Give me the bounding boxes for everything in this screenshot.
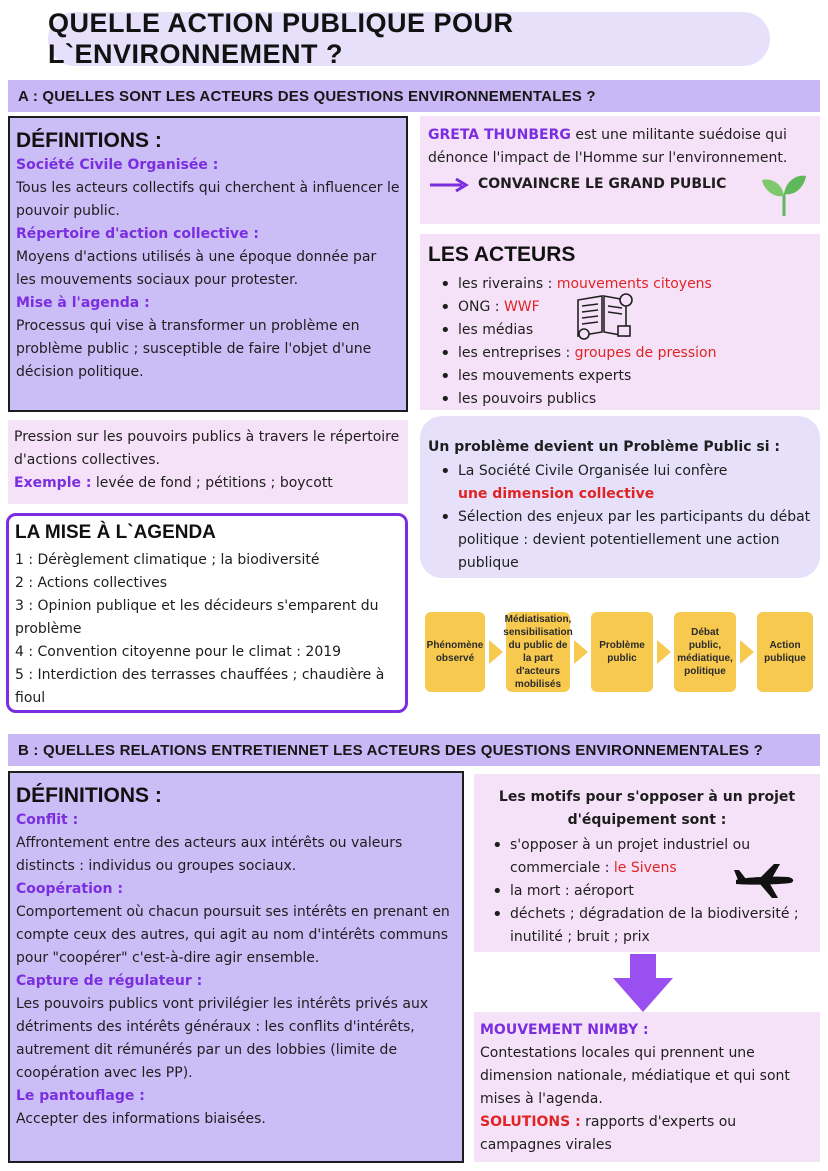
- acteurs-box: [420, 234, 820, 410]
- definition-text: Tous les acteurs collectifs qui cherchent à influencer le pouvoir public.: [16, 180, 400, 219]
- pression-box: [8, 420, 408, 504]
- arrow-right-icon: [428, 177, 472, 193]
- nimby-title: MOUVEMENT NIMBY :: [480, 1022, 649, 1038]
- flow-arrow-icon: [657, 640, 671, 664]
- list-item: • déchets ; dégradation de la biodiversité ; inutilité ; bruit ; prix: [480, 903, 814, 949]
- section-b-header: [8, 734, 820, 766]
- definitions-box-b: [8, 771, 464, 1163]
- flow-step-2: Médiatisation, sensibilisation du public de la part d'acteurs mobilisés: [503, 614, 573, 690]
- title-banner: [48, 8, 770, 69]
- greta-action: CONVAINCRE LE GRAND PUBLIC: [478, 176, 727, 192]
- list-item: • les médias: [428, 319, 812, 342]
- definition-term: Répertoire d'action collective :: [16, 226, 259, 242]
- nimby-box: [474, 1012, 820, 1162]
- list-item: • les pouvoirs publics: [428, 388, 812, 411]
- flow-step-3: Problème public: [591, 612, 653, 692]
- nimby-text: Contestations locales qui prennent une dimension nationale, médiatique et qui sont mises à l'agenda.: [480, 1045, 790, 1107]
- definition-term: Société Civile Organisée :: [16, 157, 219, 173]
- flow-step-5: Action publique: [757, 612, 813, 692]
- sprout-icon: [760, 170, 808, 218]
- definition-term: Conflit :: [16, 812, 79, 828]
- greta-text: est une militante suédoise qui dénonce l'impact de l'Homme sur l'environnement.: [428, 127, 788, 166]
- section-a-title: A : QUELLES SONT LES ACTEURS DES QUESTIONS ENVIRONNEMENTALES ?: [18, 87, 596, 105]
- greta-action-row: [428, 173, 812, 196]
- list-item: • La Société Civile Organisée lui confère une dimension collective: [428, 460, 812, 506]
- airplane-icon: [734, 864, 796, 898]
- flow-arrow-icon: [740, 640, 754, 664]
- flow-arrow-icon: [489, 640, 503, 664]
- list-item: • ONG : WWF: [428, 296, 812, 319]
- definition-text: Processus qui vise à transformer un problème en problème public ; susceptible de faire l'objet d'une décision politique.: [16, 318, 372, 380]
- greta-box: [420, 116, 820, 224]
- list-item: • la mort : aéroport: [480, 880, 814, 903]
- agenda-title: LA MISE À L`AGENDA: [15, 522, 216, 543]
- motifs-title: Les motifs pour s'opposer à un projet d'équipement sont :: [498, 789, 796, 828]
- pression-example: Exemple : levée de fond ; pétitions ; boycott: [14, 475, 333, 491]
- probleme-public-title: Un problème devient un Problème Public si :: [428, 439, 780, 455]
- definition-term: Capture de régulateur :: [16, 973, 203, 989]
- list-item: • les mouvements experts: [428, 365, 812, 388]
- list-item: • les riverains : mouvements citoyens: [428, 273, 812, 296]
- flow-arrow-icon: [574, 640, 588, 664]
- definition-text: Moyens d'actions utilisés à une époque donnée par les mouvements sociaux pour protester.: [16, 249, 377, 288]
- definitions-box-a: [8, 116, 408, 412]
- definitions-title: DÉFINITIONS :: [16, 129, 162, 152]
- section-a-header: [8, 80, 820, 112]
- flow-step-1: Phénomène observé: [425, 612, 485, 692]
- acteurs-title: LES ACTEURS: [428, 243, 576, 266]
- agenda-item: 2 : Actions collectives: [15, 575, 168, 591]
- definition-text: Les pouvoirs publics vont privilégier les intérêts privés aux détriments des intérêts généraux : les conflits d'intérêts, autrement dit rémunérés par un des lobbies (limite de coopération avec les PP).: [16, 996, 429, 1081]
- arrow-down-icon: [613, 954, 673, 1012]
- flow-step-4: Débat public, médiatique, politique: [674, 612, 736, 692]
- nimby-solutions: SOLUTIONS : rapports d'experts ou campagnes virales: [480, 1114, 737, 1153]
- motifs-box: [474, 774, 820, 952]
- greta-paragraph: [428, 124, 800, 170]
- newspaper-icon: [574, 292, 636, 340]
- definition-term: Coopération :: [16, 881, 123, 897]
- agenda-item: 3 : Opinion publique et les décideurs s'emparent du problème: [15, 598, 379, 637]
- definitions-title: DÉFINITIONS :: [16, 784, 162, 807]
- definition-text: Accepter des informations biaisées.: [16, 1111, 266, 1127]
- agenda-item: 1 : Dérèglement climatique ; la biodiversité: [15, 552, 320, 568]
- list-item: • s'opposer à un projet industriel ou commerciale : le Sivens: [480, 834, 814, 880]
- pression-text: Pression sur les pouvoirs publics à travers le répertoire d'actions collectives.: [14, 429, 400, 468]
- section-b-title: B : QUELLES RELATIONS ENTRETIENNET LES ACTEURS DES QUESTIONS ENVIRONNEMENTALES ?: [18, 741, 763, 759]
- probleme-public-box: [420, 416, 820, 578]
- probleme-public-list: [428, 460, 812, 575]
- list-item: • Sélection des enjeux par les participants du débat politique : devient potentiellement une action publique: [428, 506, 812, 575]
- definition-term: Mise à l'agenda :: [16, 295, 150, 311]
- list-item: • les entreprises : groupes de pression: [428, 342, 812, 365]
- page-title: QUELLE ACTION PUBLIQUE POUR L`ENVIRONNEMENT ?: [48, 8, 514, 69]
- agenda-item: 5 : Interdiction des terrasses chauffées ; chaudière à fioul: [15, 667, 385, 706]
- agenda-item: 4 : Convention citoyenne pour le climat : 2019: [15, 644, 342, 660]
- definition-text: Comportement où chacun poursuit ses intérêts en prenant en compte ceux des autres, qui agit au nom d'intérêts communs pour "coopérer" c'est-à-dire agir ensemble.: [16, 904, 450, 966]
- definition-text: Affrontement entre des acteurs aux intérêts ou valeurs distincts : individus ou groupes sociaux.: [16, 835, 403, 874]
- definition-term: Le pantouflage :: [16, 1088, 145, 1104]
- greta-name: GRETA THUNBERG: [428, 127, 571, 143]
- agenda-box: [6, 513, 408, 713]
